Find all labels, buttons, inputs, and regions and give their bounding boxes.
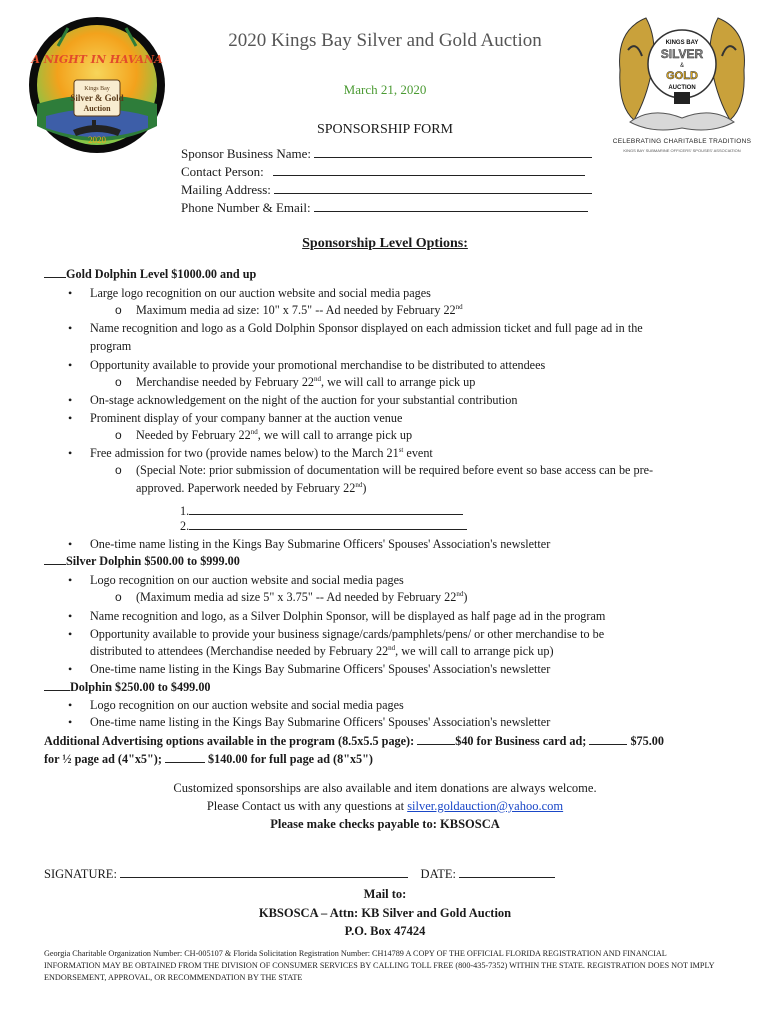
bullet-icon: • <box>68 609 73 623</box>
dolphin-level-label: Dolphin $250.00 to $499.00 <box>70 680 211 694</box>
form-title: SPONSORSHIP FORM <box>316 122 454 137</box>
silver-benefit-signage-cont: distributed to attendees (Merchandise needed by February 22nd, we will call to arrange pick up) <box>90 644 554 658</box>
bullet-icon: • <box>68 698 73 712</box>
gold-level-checkline[interactable] <box>44 266 66 278</box>
customized-sponsorships-note: Customized sponsorships are also available and item donations are always welcome. <box>173 781 597 795</box>
sub-bullet-icon: o <box>115 303 122 317</box>
silver-level-checkline[interactable] <box>44 553 66 565</box>
contact-email-link[interactable]: silver.goldauction@yahoo.com <box>407 799 564 813</box>
mailing-address-line[interactable] <box>274 181 592 194</box>
attendee-name-2-field[interactable] <box>180 518 467 534</box>
phone-email-line[interactable] <box>314 199 588 212</box>
logo-right-auction: AUCTION <box>668 85 696 91</box>
business-name-label: Sponsor Business Name: <box>181 146 311 161</box>
dolphin-level-checkline[interactable] <box>44 679 70 691</box>
event-date: March 21, 2020 <box>343 82 427 97</box>
signature-line[interactable] <box>120 866 408 878</box>
logo-right-silver: SILVER <box>660 47 704 61</box>
contact-person-field[interactable] <box>181 163 585 180</box>
gold-benefit-merch-note: Merchandise needed by February 22nd, we will call to arrange pick up <box>136 375 476 389</box>
bullet-icon: • <box>68 537 73 551</box>
bullet-icon: • <box>68 393 73 407</box>
page-title: 2020 Kings Bay Silver and Gold Auction <box>228 30 542 51</box>
sub-bullet-icon: o <box>115 590 122 604</box>
sub-bullet-icon: o <box>115 375 122 389</box>
gold-benefit-banner: Prominent display of your company banner at the auction venue <box>90 411 403 425</box>
gold-benefit-admission: Free admission for two (provide names below) to the March 21st event <box>90 446 433 460</box>
attendee-name-1-line[interactable] <box>189 503 463 515</box>
mailing-address-label: Mailing Address: <box>181 182 271 197</box>
contact-note: Please Contact us with any questions at silver.goldauction@yahoo.com <box>206 799 564 813</box>
logo-left-kings-bay: Kings Bay <box>84 86 110 92</box>
bullet-icon: • <box>68 286 73 300</box>
business-name-line[interactable] <box>314 145 592 158</box>
gold-level-label: Gold Dolphin Level $1000.00 and up <box>66 267 257 281</box>
logo-left-year: 2020 <box>88 135 106 145</box>
dolphin-benefit-logo: Logo recognition on our auction website and social media pages <box>90 698 404 712</box>
silver-level-heading[interactable] <box>44 553 240 569</box>
gold-benefit-name-logo-cont: program <box>90 339 132 353</box>
half-page-ad-line[interactable] <box>589 733 627 745</box>
gold-benefit-onstage: On-stage acknowledgement on the night of the auction for your substantial contribution <box>90 393 518 407</box>
sub-bullet-icon: o <box>115 428 122 442</box>
advertising-options-line1: Additional Advertising options available in the program (8.5x5.5 page): $40 for Business card ad; $75.00 <box>44 734 664 748</box>
date-line[interactable] <box>459 866 555 878</box>
dolphin-benefit-newsletter: One-time name listing in the Kings Bay Submarine Officers' Spouses' Association's newsletter <box>90 715 551 729</box>
dolphin-level-heading[interactable] <box>44 679 211 695</box>
date-label: DATE: <box>420 867 456 881</box>
signature-label: SIGNATURE: <box>44 867 117 881</box>
levels-heading: Sponsorship Level Options: <box>302 236 468 251</box>
checks-payable-note: Please make checks payable to: KBSOSCA <box>270 817 500 831</box>
full-page-ad-line[interactable] <box>165 751 205 763</box>
bullet-icon: • <box>68 446 73 460</box>
phone-email-field[interactable] <box>181 199 588 216</box>
gold-benefit-admission-note-cont: approved. Paperwork needed by February 22nd) <box>136 481 367 495</box>
kings-bay-silver-gold-logo <box>612 10 752 158</box>
silver-benefit-ad-size: (Maximum media ad size 5" x 3.75" -- Ad needed by February 22nd) <box>136 590 468 604</box>
attendee-name-2-line[interactable] <box>189 518 467 530</box>
logo-right-kings-bay: KINGS BAY <box>665 40 699 46</box>
signature-field[interactable] <box>44 866 555 882</box>
sub-bullet-icon: o <box>115 463 122 477</box>
bullet-icon: • <box>68 627 73 641</box>
mail-to-label: Mail to: <box>363 887 407 901</box>
attendee-name-1-field[interactable] <box>180 503 463 519</box>
business-name-field[interactable] <box>181 145 592 162</box>
logo-left-title: A NIGHT IN HAVANA <box>31 53 163 66</box>
silver-benefit-newsletter: One-time name listing in the Kings Bay Submarine Officers' Spouses' Association's newsletter <box>90 662 551 676</box>
phone-email-label: Phone Number & Email: <box>181 200 311 215</box>
mail-to-po-box: P.O. Box 47424 <box>344 924 426 938</box>
silver-benefit-name-logo: Name recognition and logo, as a Silver Dolphin Sponsor, will be displayed as half page ad in the program <box>90 609 606 623</box>
night-in-havana-logo <box>28 16 166 154</box>
logo-right-caption: CELEBRATING CHARITABLE TRADITIONS <box>612 138 752 145</box>
attendee-name-1-label: 1. <box>180 504 190 518</box>
bullet-icon: • <box>68 573 73 587</box>
business-card-ad-line[interactable] <box>417 733 455 745</box>
gold-benefit-merch: Opportunity available to provide your promotional merchandise to be distributed to attendees <box>90 358 546 372</box>
mailing-address-field[interactable] <box>181 181 592 198</box>
bullet-icon: • <box>68 662 73 676</box>
gold-benefit-logo: Large logo recognition on our auction website and social media pages <box>90 286 431 300</box>
logo-right-ampersand: & <box>679 63 685 69</box>
silver-benefit-signage: Opportunity available to provide your business signage/cards/pamphlets/pens/ or other merchandise to be <box>90 627 605 641</box>
contact-person-line[interactable] <box>273 163 585 176</box>
contact-person-label: Contact Person: <box>181 164 264 179</box>
gold-benefit-newsletter: One-time name listing in the Kings Bay Submarine Officers' Spouses' Association's newsletter <box>90 537 551 551</box>
bullet-icon: • <box>68 358 73 372</box>
legal-disclaimer: Georgia Charitable Organization Number: CH-005107 & Florida Solicitation Registration Number: CH14789 A COPY OF THE OFFICIAL FLORIDA REGISTRATION AND FINANCIAL INFORMATION MAY BE OBTAINED FROM THE DIVISION OF CONSUMER SERVICES BY CALLING TOLL FREE (800-435-7352) WITHIN THE STATE. REGISTRATION DOES NOT IMPLY ENDORSEMENT, APPROVAL, OR RECOMMENDATION BY THE STATE <box>44 949 715 982</box>
mail-to-attention: KBSOSCA – Attn: KB Silver and Gold Auction <box>258 906 512 920</box>
attendee-name-2-label: 2. <box>180 519 190 533</box>
bullet-icon: • <box>68 411 73 425</box>
gold-benefit-ad-size: Maximum media ad size: 10" x 7.5" -- Ad needed by February 22nd <box>136 303 463 317</box>
gold-benefit-name-logo: Name recognition and logo as a Gold Dolphin Sponsor displayed on each admission ticket and full page ad in the <box>90 321 643 335</box>
gold-benefit-banner-note: Needed by February 22nd, we will call to arrange pick up <box>136 428 413 442</box>
logo-left-auction: Auction <box>83 104 111 113</box>
gold-level-heading[interactable] <box>44 266 256 282</box>
bullet-icon: • <box>68 321 73 335</box>
silver-level-label: Silver Dolphin $500.00 to $999.00 <box>66 554 240 568</box>
bullet-icon: • <box>68 715 73 729</box>
advertising-options-line2: for ½ page ad (4"x5"); $140.00 for full page ad (8"x5") <box>44 752 373 766</box>
logo-right-gold: GOLD <box>666 70 698 82</box>
silver-benefit-logo: Logo recognition on our auction website and social media pages <box>90 573 404 587</box>
gold-benefit-admission-note: (Special Note: prior submission of documentation will be required before event so base access can be pre- <box>136 463 654 477</box>
logo-right-subcaption: KINGS BAY SUBMARINE OFFICERS' SPOUSES' ASSOCIATION <box>623 148 741 153</box>
logo-left-silver-gold: Silver & Gold <box>70 93 124 103</box>
